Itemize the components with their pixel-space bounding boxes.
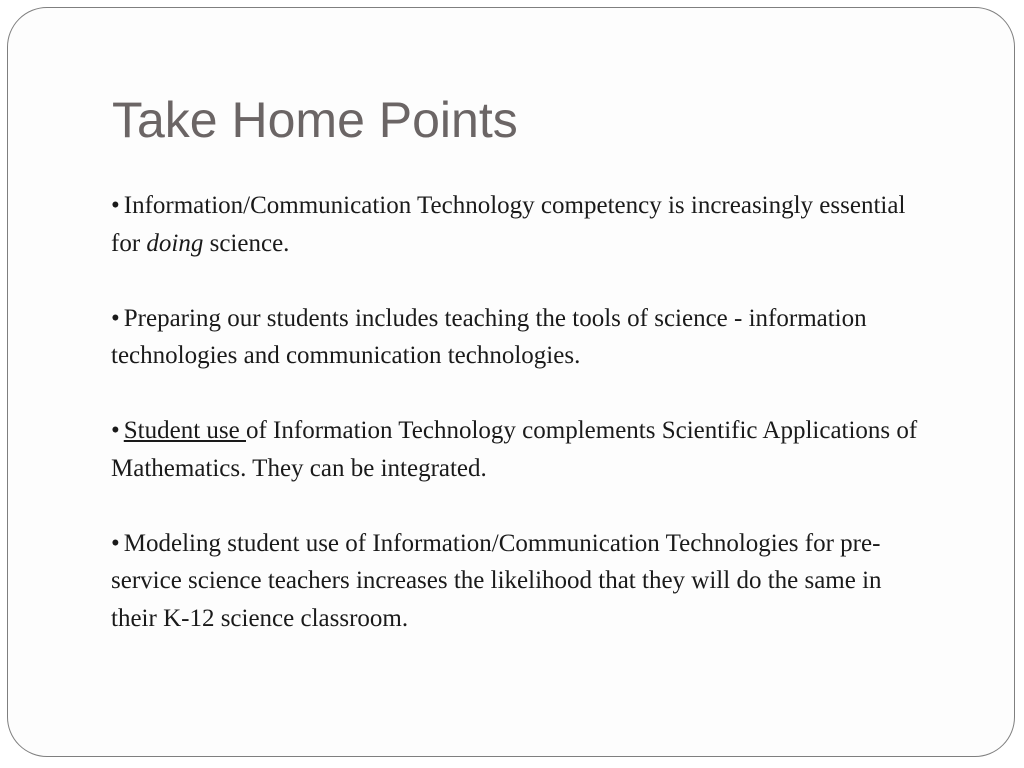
take-home-points-list xyxy=(111,187,921,675)
point-ict-competency xyxy=(111,187,921,262)
point-text: Preparing our students includes teaching the tools of science - information technologies and communication technologies. xyxy=(111,304,867,369)
point-text: of Information Technology complements Scientific Applications of Mathematics. They can be integrated. xyxy=(111,417,918,482)
point-text: Information/Communication Technology competency is increasingly essential for xyxy=(111,192,906,257)
bullet-icon: • xyxy=(111,192,120,219)
point-preparing-students xyxy=(111,300,921,375)
slide-frame xyxy=(7,7,1015,757)
bullet-icon: • xyxy=(111,529,120,557)
point-text: science. xyxy=(203,229,290,257)
bullet-icon: • xyxy=(111,304,120,332)
point-text: Modeling student use of Information/Communication Technologies for pre-service science teachers increases the likelihood that they will do the same in their K-12 science classroom. xyxy=(111,529,882,632)
slide-title: Take Home Points xyxy=(112,92,518,148)
point-modeling-student-use xyxy=(111,525,921,638)
underlined-text: Student use xyxy=(123,417,246,444)
emphasis-text: doing xyxy=(146,229,204,257)
bullet-icon: • xyxy=(111,417,120,444)
point-student-use xyxy=(111,412,921,487)
